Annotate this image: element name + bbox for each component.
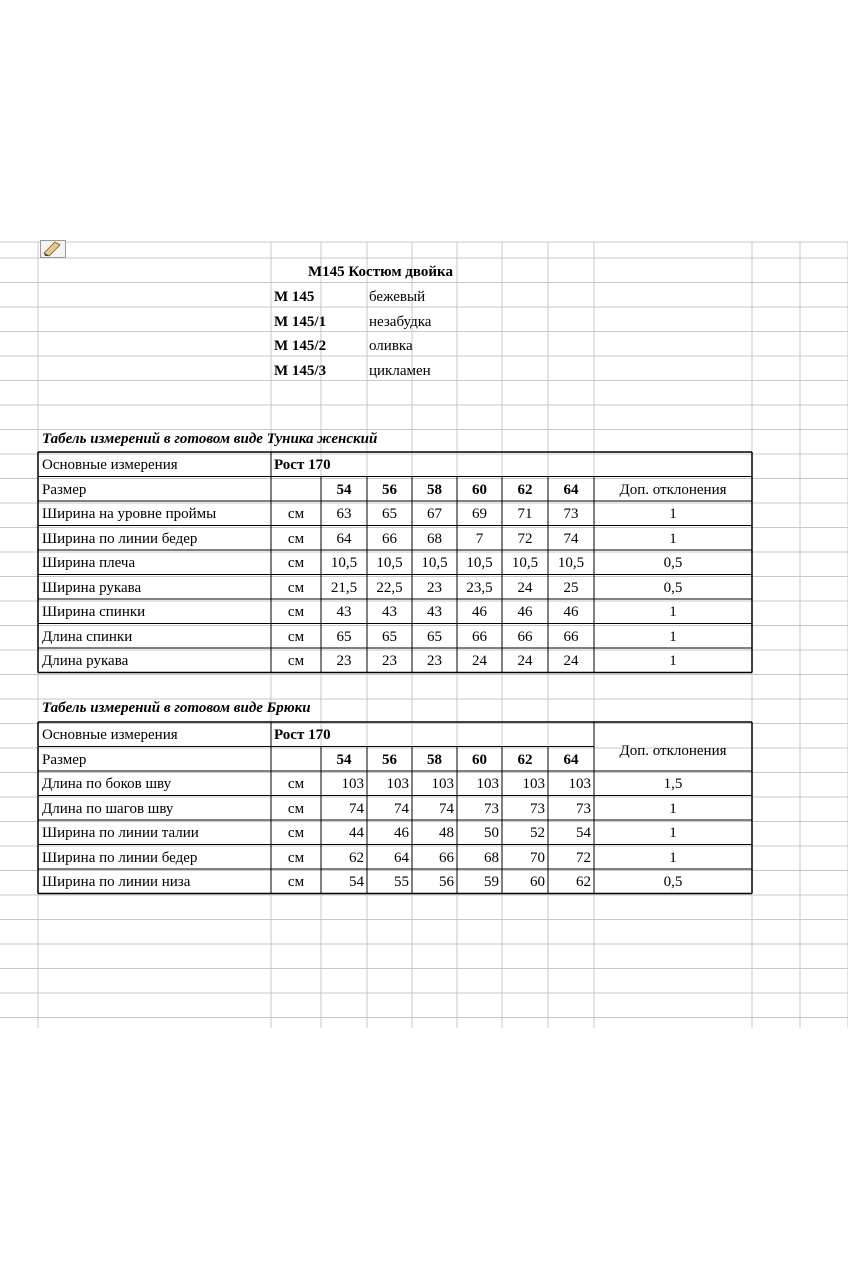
value-cell: 10,5 [421,555,448,571]
model-code: М 145 [274,289,315,305]
value-cell: 68 [484,849,499,866]
value-cell: 64 [394,849,409,866]
value-cell: 73 [563,506,579,522]
tolerance-cell: 0,5 [663,555,683,571]
unit-cell: см [287,506,305,522]
value-cell: 50 [484,825,499,841]
value-cell: 73 [530,800,545,817]
unit-cell: см [287,874,305,890]
value-cell: 46 [472,604,487,620]
tolerance-cell: 1 [669,800,677,817]
tolerance-header: Доп. отклонения [619,743,727,760]
value-cell: 10,5 [557,555,585,571]
value-cell: 7 [475,530,484,547]
tolerance-cell: 1 [669,604,677,620]
unit-cell: см [287,555,305,571]
height-label: Рост 170 [274,727,331,743]
value-cell: 60 [530,874,545,890]
value-cell: 74 [563,530,579,547]
tolerance-cell: 1 [669,653,677,669]
value-cell: 66 [382,530,397,547]
value-cell: 70 [530,849,545,866]
value-cell: 54 [349,874,364,890]
value-cell: 66 [517,628,533,645]
value-cell: 52 [530,825,545,841]
size-header: 58 [427,751,442,768]
value-cell: 23 [427,653,442,669]
size-header: 62 [517,481,533,498]
size-header: 60 [472,481,487,498]
value-cell: 24 [563,653,579,669]
value-cell: 73 [576,800,591,817]
value-cell: 63 [336,506,352,522]
size-label: Размер [42,481,87,498]
value-cell: 24 [472,653,487,669]
size-header: 60 [472,751,487,768]
value-cell: 25 [563,579,579,596]
unit-cell: см [287,628,305,645]
tolerance-header: Доп. отклонения [619,481,727,498]
value-cell: 103 [386,776,409,792]
measurement-name: Длина спинки [42,628,133,645]
model-color: цикламен [369,362,431,379]
value-cell: 73 [484,800,499,817]
value-cell: 66 [563,628,579,645]
tolerance-cell: 1 [669,530,677,547]
value-cell: 72 [576,849,591,866]
value-cell: 71 [517,506,533,522]
unit-cell: см [287,653,305,669]
pen-icon [40,240,66,258]
unit-cell: см [287,849,305,866]
measurement-name: Ширина по линии талии [42,825,199,841]
value-cell: 54 [576,825,591,841]
tolerance-cell: 1 [669,506,677,522]
value-cell: 66 [472,628,487,645]
measurement-name: Ширина спинки [42,604,146,620]
value-cell: 48 [439,825,454,841]
value-cell: 74 [439,800,454,817]
value-cell: 43 [427,604,442,620]
unit-cell: см [287,825,305,841]
value-cell: 103 [476,776,499,792]
measurement-name: Ширина по линии низа [42,874,191,890]
value-cell: 62 [349,849,364,866]
tolerance-cell: 1 [669,628,677,645]
tolerance-cell: 0,5 [663,579,683,596]
value-cell: 23 [427,579,442,596]
measurement-name: Ширина по линии бедер [42,849,198,866]
size-header: 64 [563,751,579,768]
size-header: 54 [336,481,352,498]
value-cell: 10,5 [511,555,539,571]
value-cell: 22,5 [376,579,403,596]
tolerance-cell: 1,5 [663,776,683,792]
value-cell: 55 [394,874,409,890]
table-caption: Табель измерений в готовом виде Туника женский [42,431,378,447]
measurement-name: Ширина плеча [42,555,136,571]
unit-cell: см [287,800,305,817]
model-code: М 145/1 [274,313,327,330]
tolerance-cell: 0,5 [663,874,683,890]
value-cell: 24 [517,579,533,596]
size-label: Размер [42,751,87,768]
value-cell: 21,5 [330,579,358,596]
value-cell: 23 [382,653,397,669]
value-cell: 23,5 [466,579,493,596]
measurement-name: Ширина по линии бедер [42,530,198,547]
value-cell: 56 [439,874,454,890]
tolerance-cell: 1 [669,825,677,841]
table-caption: Табель измерений в готовом виде Брюки [42,700,311,716]
measurement-name: Длина по боков шву [42,776,172,792]
value-cell: 23 [336,653,352,669]
value-cell: 44 [349,825,364,841]
value-cell: 46 [394,825,409,841]
unit-cell: см [287,530,305,547]
value-cell: 68 [427,530,442,547]
size-header: 64 [563,481,579,498]
value-cell: 66 [439,849,454,866]
measurement-name: Длина рукава [42,653,129,669]
value-cell: 46 [517,604,533,620]
value-cell: 10,5 [466,555,493,571]
model-color: незабудка [369,313,432,330]
value-cell: 69 [472,506,487,522]
value-cell: 65 [336,628,352,645]
value-cell: 103 [568,776,591,792]
value-cell: 65 [427,628,442,645]
value-cell: 24 [517,653,533,669]
value-cell: 65 [382,628,397,645]
value-cell: 10,5 [330,555,358,571]
height-label: Рост 170 [274,457,331,473]
value-cell: 43 [382,604,397,620]
unit-cell: см [287,776,305,792]
value-cell: 59 [484,874,499,890]
size-header: 56 [382,481,397,498]
size-header: 58 [427,481,442,498]
value-cell: 72 [517,530,533,547]
size-header: 62 [517,751,533,768]
value-cell: 74 [394,800,409,817]
main-measurements-label: Основные измерения [42,727,178,743]
value-cell: 62 [576,874,591,890]
value-cell: 103 [522,776,545,792]
value-cell: 64 [336,530,352,547]
document-title: М145 Костюм двойка [308,264,453,280]
main-measurements-label: Основные измерения [42,457,178,473]
value-cell: 46 [563,604,579,620]
value-cell: 103 [341,776,364,792]
model-color: оливка [369,338,413,354]
value-cell: 74 [349,800,364,817]
tolerance-cell: 1 [669,849,677,866]
value-cell: 65 [382,506,397,522]
model-color: бежевый [369,289,426,305]
measurement-name: Ширина рукава [42,579,142,596]
model-code: М 145/3 [274,362,327,379]
unit-cell: см [287,604,305,620]
value-cell: 67 [427,506,442,522]
size-header: 54 [336,751,352,768]
unit-cell: см [287,579,305,596]
size-header: 56 [382,751,397,768]
value-cell: 43 [336,604,352,620]
model-code: М 145/2 [274,338,327,354]
value-cell: 10,5 [376,555,403,571]
measurement-name: Длина по шагов шву [42,800,174,817]
measurement-name: Ширина на уровне проймы [42,506,217,522]
value-cell: 103 [431,776,454,792]
